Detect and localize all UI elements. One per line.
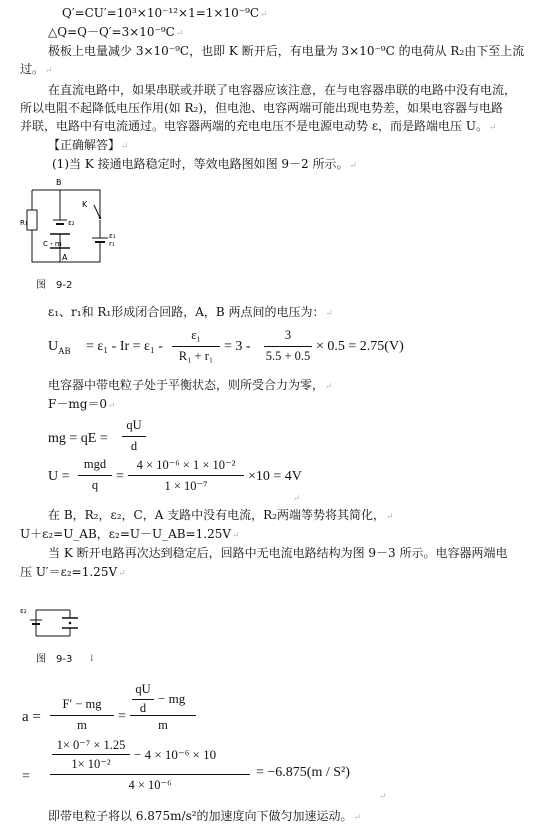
eq4-d1: m xyxy=(77,718,87,732)
eq3-n1: mgd xyxy=(83,457,107,471)
fraction-bar xyxy=(78,475,112,476)
fraction-bar xyxy=(132,699,154,700)
label-k: K xyxy=(82,200,88,209)
fraction-bar xyxy=(122,436,146,437)
eq4-n2b: d xyxy=(139,701,147,715)
text-line: 在直流电路中，如果串联或并联了电容器应该注意，在与电容器串联的电路中没有电流， xyxy=(48,83,517,97)
text-line: ε₁、r₁和 R₁形成闭合回路，A，B 两点间的电压为：↵ xyxy=(48,305,334,319)
conclusion-text: 即带电粒子将以 6.875m/s²的加速度向下做匀加速运动。↵ xyxy=(48,809,362,823)
eq4-eq-b: = xyxy=(22,769,30,784)
eq3-eq: = xyxy=(116,469,124,484)
equation-force: F－mg＝0↵ xyxy=(48,397,116,411)
eq1-mid: = ε₁ - Ir = ε₁ - xyxy=(86,339,163,354)
label-e2: ε₂ xyxy=(20,607,27,615)
eq4-n3b: 1× 10⁻² xyxy=(71,757,111,771)
eq2-lhs: mg = qE = xyxy=(48,431,108,446)
label-a: A xyxy=(62,253,68,262)
fraction-bar xyxy=(128,475,244,476)
text-line: (1)当 K 接通电路稳定时，等效电路图如图 9－2 所示。↵ xyxy=(52,157,358,171)
text-line: 压 U′＝ε₂=1.25V↵ xyxy=(20,565,126,579)
fraction-bar xyxy=(130,715,196,716)
eq1-f2-num: 3 xyxy=(284,328,292,342)
paragraph-mark: ↵ xyxy=(379,792,387,802)
eq4-n3a: 1× 0⁻⁷ × 1.25 xyxy=(56,738,126,752)
fraction-bar xyxy=(50,715,114,716)
label-b: B xyxy=(56,178,62,187)
eq1-rhs: × 0.5 = 2.75(V) xyxy=(316,339,404,354)
text-line: 极板上电量减少 3×10⁻⁹C，也即 K 断开后，有电量为 3×10⁻⁹C 的电荷从 R₂由下至上流 xyxy=(48,44,525,58)
eq4-n1: F′ − mg xyxy=(62,697,102,711)
circuit-figure-9-2 xyxy=(22,174,122,270)
eq3-rhs: ×10 = 4V xyxy=(248,469,302,484)
label-r1-internal: r₁ xyxy=(109,240,115,248)
eq3-lhs: U = xyxy=(48,469,70,484)
fraction-bar xyxy=(264,346,312,347)
eq1-f2-den: 5.5 + 0.5 xyxy=(265,349,311,363)
equation-q-prime: Q′=CU′=10³×10⁻¹²×1=1×10⁻⁹C↵ xyxy=(62,6,268,20)
eq1-lhs: $U_{AB}$ xyxy=(48,339,71,356)
eq1-f1-den: R₁ + r₁ xyxy=(178,349,214,363)
text-line: U＋ε₂=U_AB，ε₂=U－U_AB=1.25V↵ xyxy=(20,527,240,541)
eq4-n2a: qU xyxy=(135,682,151,696)
eq4-d2: m xyxy=(158,718,168,732)
eq3-d2: 1 × 10⁻⁷ xyxy=(164,479,208,493)
eq4-rhs: = −6.875(m / S²) xyxy=(256,765,350,780)
eq4-d3: 4 × 10⁻⁶ xyxy=(128,778,172,792)
fraction-bar xyxy=(50,774,250,775)
label-e2: ε₂ xyxy=(68,219,75,227)
label-cm: C・m xyxy=(43,240,62,248)
text-line: 当 K 断开电路再次达到稳定后，回路中无电流电路结构为图 9－3 所示。电容器两端电 xyxy=(48,546,508,560)
eq4-n3c: − 4 × 10⁻⁶ × 10 xyxy=(134,747,217,762)
text-line: 所以电阻不起降低电压作用(如 R₂)，但电池、电容两端可能出现电势差，如果电容器与电路 xyxy=(20,101,504,115)
fraction-bar xyxy=(52,754,130,755)
equation-delta-q: △Q=Q－Q′=3×10⁻⁹C↵ xyxy=(48,25,184,39)
eq1-f1-num: ε₁ xyxy=(191,328,201,342)
label-r1: R₁ xyxy=(20,219,28,227)
eq2-den: d xyxy=(130,439,138,453)
eq3-n2: 4 × 10⁻⁶ × 1 × 10⁻² xyxy=(136,458,236,472)
text-line: 过。↵ xyxy=(20,62,53,76)
eq2-num: qU xyxy=(126,418,142,432)
paragraph-mark: ↵ xyxy=(293,494,301,504)
eq4-lhs: a = xyxy=(22,709,41,725)
section-heading: 【正确解答】↵ xyxy=(48,138,129,152)
eq4-eq: = xyxy=(118,709,126,724)
figure-caption: 图 9-2 xyxy=(36,280,73,291)
text-line: 在 B，R₂，ε₂，C，A 支路中没有电流，R₂两端等势将其简化，↵ xyxy=(48,508,394,522)
eq3-d1: q xyxy=(91,478,99,492)
label-e1: ε₁ xyxy=(109,232,116,240)
text-line: 并联，电路中有电流通过。电容器两端的充电电压不是电源电动势 ε，而是路端电压 U。↵ xyxy=(20,119,497,133)
text-line: 电容器中带电粒子处于平衡状态，则所受合力为零，↵ xyxy=(48,378,333,392)
circuit-figure-9-3 xyxy=(18,600,88,642)
eq1-mid2: = 3 - xyxy=(224,339,251,354)
figure-caption: 图 9-3 xyxy=(36,654,73,665)
paragraph-arrow: ↓ xyxy=(88,654,96,664)
fraction-bar xyxy=(172,346,220,347)
eq4-n2c: − mg xyxy=(158,691,186,706)
